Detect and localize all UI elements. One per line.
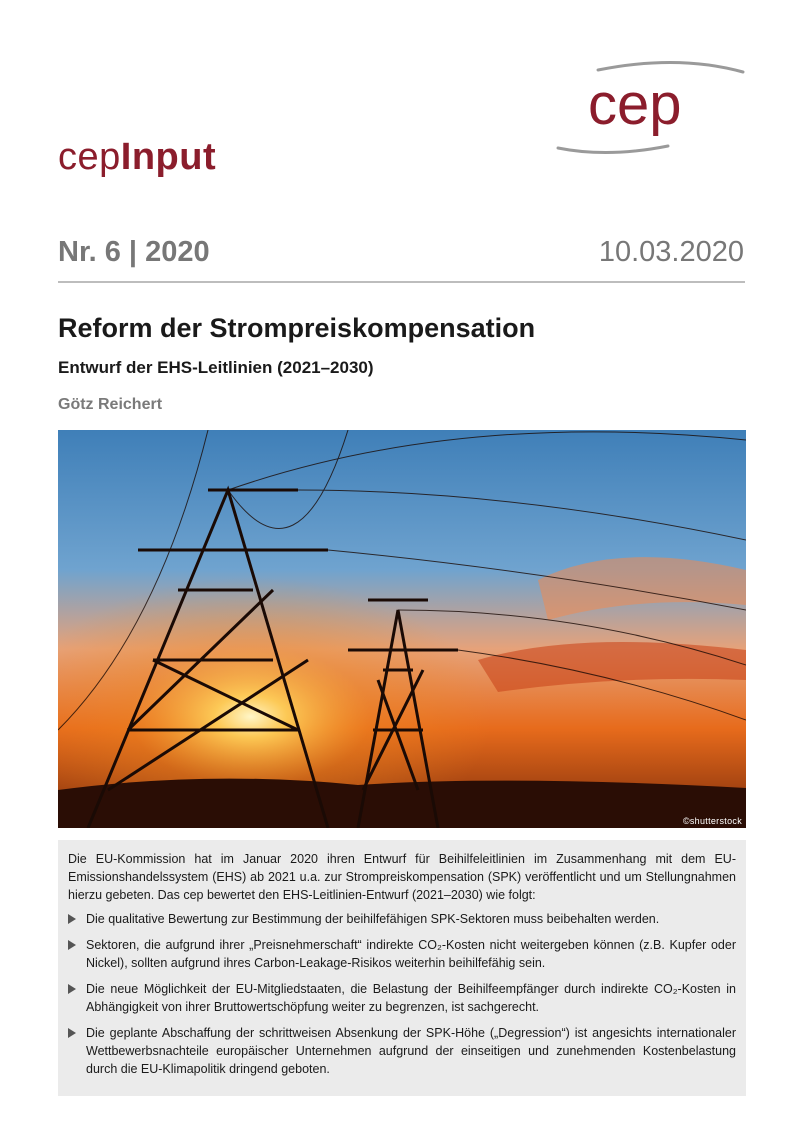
- series-title: [58, 136, 216, 179]
- list-item: [68, 936, 736, 972]
- cep-logo-text: cep: [588, 72, 682, 137]
- list-item: [68, 980, 736, 1016]
- summary-bullets: [68, 910, 736, 1078]
- bullet-arrow-icon: [68, 914, 76, 924]
- document-author: Götz Reichert: [58, 396, 163, 413]
- document-subtitle: Entwurf der EHS-Leitlinien (2021–2030): [58, 358, 374, 377]
- power-pylons-sunset-icon: [58, 430, 746, 828]
- cep-logo-icon: [548, 52, 748, 162]
- issue-number: Nr. 6 | 2020: [58, 236, 210, 268]
- bullet-text: Die geplante Abschaffung der schrittweisen Absenkung der SPK-Höhe („Degression“) ist angesichts internationaler Wettbewerbsnachteile europäischer Unternehmen aufgrund der einseitigen und zunehmenden Kostenbelastung durch die EU-Klimapolitik dringend geboten.: [86, 1026, 736, 1076]
- document-title: Reform der Strompreiskompensation: [58, 313, 536, 343]
- header-divider: [58, 281, 745, 283]
- bullet-text: Die neue Möglichkeit der EU-Mitgliedstaaten, die Belastung der Beihilfeempfänger durch indirekte CO₂-Kosten in Abhängigkeit von ihrer Bruttowertschöpfung weiter zu begrenzen, ist sachgerecht.: [86, 982, 736, 1014]
- series-suffix: Input: [120, 136, 217, 178]
- bullet-arrow-icon: [68, 1028, 76, 1038]
- bullet-arrow-icon: [68, 940, 76, 950]
- series-prefix: cep: [58, 136, 121, 178]
- hero-image: [58, 430, 746, 828]
- bullet-text: Die qualitative Bewertung zur Bestimmung der beihilfefähigen SPK-Sektoren muss beibehalten werden.: [86, 912, 660, 926]
- bullet-arrow-icon: [68, 984, 76, 994]
- list-item: [68, 1024, 736, 1078]
- summary-box: [58, 840, 746, 1096]
- bullet-text: Sektoren, die aufgrund ihrer „Preisnehmerschaft“ indirekte CO₂-Kosten nicht weitergeben können (z.B. Kupfer oder Nickel), sollten aufgrund ihres Carbon-Leakage-Risikos weiterhin beihilfefähig sein.: [86, 938, 736, 970]
- cep-logo: [548, 52, 748, 162]
- image-credit: ©shutterstock: [682, 816, 742, 826]
- list-item: [68, 910, 736, 928]
- summary-intro: Die EU-Kommission hat im Januar 2020 ihren Entwurf für Beihilfeleitlinien im Zusammenhang mit dem EU-Emissionshandelssystem (EHS) ab 2021 u.a. zur Strompreiskompensation (SPK) veröffentlicht und um Stellungnahmen hierzu gebeten. Das cep bewertet den EHS-Leitlinien-Entwurf (2021–2030) wie folgt:: [68, 852, 736, 902]
- issue-date: 10.03.2020: [598, 236, 744, 268]
